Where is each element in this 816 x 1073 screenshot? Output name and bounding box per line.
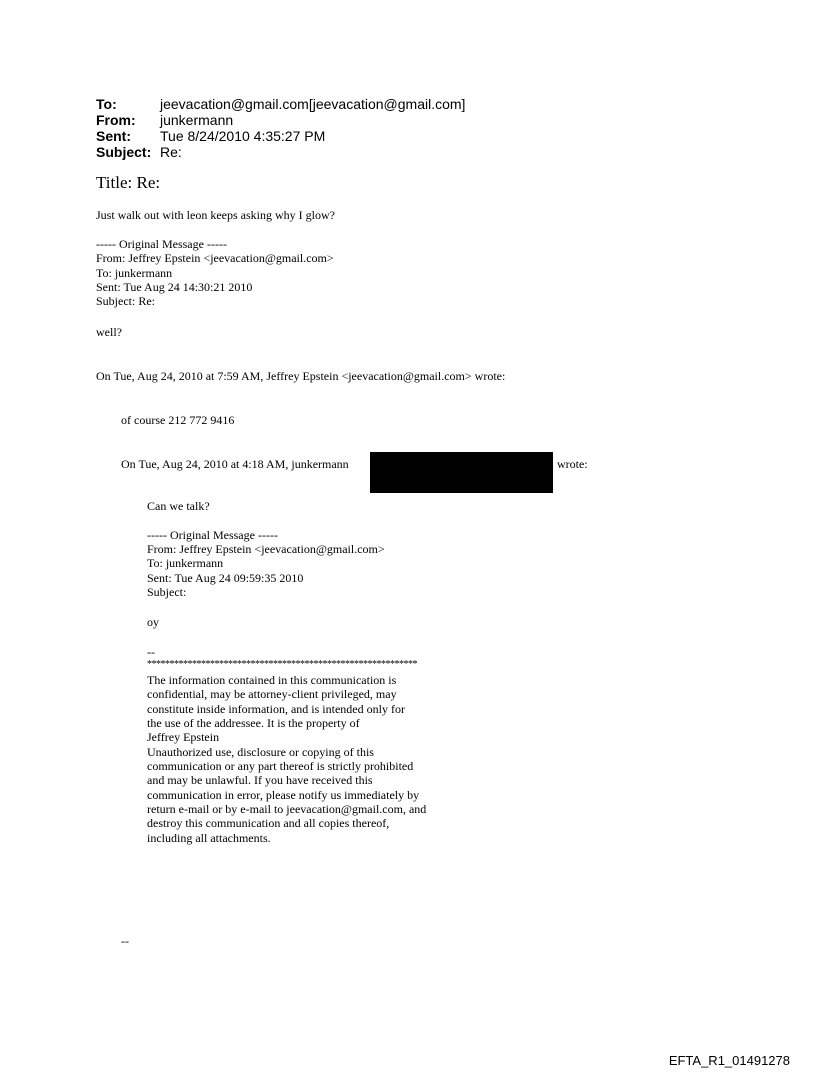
original-separator: ----- Original Message ----- bbox=[147, 528, 278, 542]
subject-label: Subject: bbox=[96, 144, 152, 160]
disclaimer-line: Jeffrey Epstein bbox=[147, 730, 220, 744]
document-id-footer: EFTA_R1_01491278 bbox=[668, 1053, 790, 1068]
subject-value: Re: bbox=[160, 144, 182, 160]
original-from: From: Jeffrey Epstein <jeevacation@gmail.com> bbox=[96, 251, 334, 265]
reply-text: Just walk out with leon keeps asking why I glow? bbox=[96, 208, 335, 222]
from-label: From: bbox=[96, 112, 136, 128]
disclaimer-line: the use of the addressee. It is the property of bbox=[147, 716, 360, 730]
original-body: well? bbox=[96, 325, 122, 339]
disclaimer-line: confidential, may be attorney-client privileged, may bbox=[147, 687, 397, 701]
quote-attribution-1: On Tue, Aug 24, 2010 at 7:59 AM, Jeffrey Epstein <jeevacation@gmail.com> wrote: bbox=[96, 369, 506, 383]
original-to: To: junkermann bbox=[147, 556, 224, 570]
disclaimer-line: communication or any part thereof is strictly prohibited bbox=[147, 759, 414, 773]
original-subject: Subject: Re: bbox=[96, 294, 155, 308]
original-sent: Sent: Tue Aug 24 14:30:21 2010 bbox=[96, 280, 253, 294]
trailing-dashes: -- bbox=[121, 934, 129, 948]
original-separator: ----- Original Message ----- bbox=[96, 237, 227, 251]
sent-label: Sent: bbox=[96, 128, 131, 144]
disclaimer-line: communication in error, please notify us immediately by bbox=[147, 788, 420, 802]
signature-stars: ************************************************************ bbox=[147, 659, 417, 670]
original-body: oy bbox=[147, 615, 159, 629]
to-value: jeevacation@gmail.com[jeevacation@gmail.com] bbox=[160, 96, 466, 112]
disclaimer-line: including all attachments. bbox=[147, 831, 271, 845]
quote-body-1: of course 212 772 9416 bbox=[121, 413, 235, 427]
disclaimer-line: destroy this communication and all copies thereof, bbox=[147, 816, 390, 830]
disclaimer-line: and may be unlawful. If you have received this bbox=[147, 773, 373, 787]
disclaimer-line: Unauthorized use, disclosure or copying of this bbox=[147, 745, 374, 759]
original-from: From: Jeffrey Epstein <jeevacation@gmail.com> bbox=[147, 542, 385, 556]
disclaimer-line: constitute inside information, and is intended only for bbox=[147, 702, 405, 716]
original-to: To: junkermann bbox=[96, 266, 173, 280]
signature-dashes: -- bbox=[147, 645, 155, 659]
quote-body-2: Can we talk? bbox=[147, 499, 210, 513]
from-value: junkermann bbox=[160, 112, 234, 128]
disclaimer-line: return e-mail or by e-mail to jeevacation@gmail.com, and bbox=[147, 802, 427, 816]
quote-attribution-2-start: On Tue, Aug 24, 2010 at 4:18 AM, junkermann bbox=[121, 457, 349, 471]
sent-value: Tue 8/24/2010 4:35:27 PM bbox=[160, 128, 326, 144]
redaction-box bbox=[370, 452, 553, 493]
disclaimer-line: The information contained in this communication is bbox=[147, 673, 397, 687]
original-subject: Subject: bbox=[147, 585, 187, 599]
to-label: To: bbox=[96, 96, 117, 112]
document-title: Title: Re: bbox=[96, 173, 161, 192]
quote-attribution-2-end: wrote: bbox=[557, 457, 588, 471]
original-sent: Sent: Tue Aug 24 09:59:35 2010 bbox=[147, 571, 304, 585]
